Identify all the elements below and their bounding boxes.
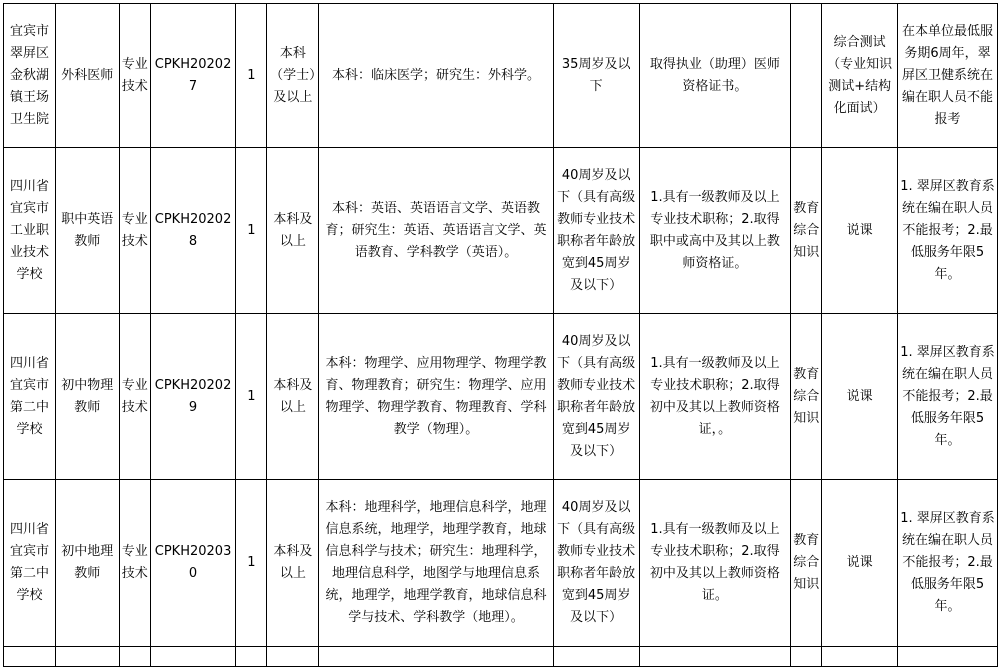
remarks-cell: 1. 翠屏区教育系统在编在职人员不能报考；2.最低服务年限5年。 <box>898 148 998 314</box>
written-exam-cell: 教育综合知识 <box>791 148 822 314</box>
empty-cell <box>267 647 319 667</box>
table-row-partial <box>4 647 998 667</box>
category-cell: 专业技术 <box>119 148 150 314</box>
education-cell: 本科及以上 <box>267 480 319 647</box>
written-exam-cell: 教育综合知识 <box>791 314 822 480</box>
recruitment-table <box>3 3 998 667</box>
code-cell: CPKH202028 <box>150 148 236 314</box>
count-cell: 1 <box>236 314 267 480</box>
unit-cell: 四川省宜宾市第二中学校 <box>4 480 56 647</box>
interview-cell: 说课 <box>822 480 898 647</box>
empty-cell <box>319 647 553 667</box>
unit-cell: 宜宾市翠屏区金秋湖镇王场卫生院 <box>4 4 56 148</box>
other-requirements-cell: 1.具有一级教师及以上专业技术职称；2.取得初中及其以上教师资格证。 <box>639 480 791 647</box>
count-cell: 1 <box>236 480 267 647</box>
remarks-cell: 1. 翠屏区教育系统在编在职人员不能报考；2.最低服务年限5年。 <box>898 480 998 647</box>
education-cell: 本科及以上 <box>267 148 319 314</box>
interview-cell: 说课 <box>822 148 898 314</box>
other-requirements-cell: 1.具有一级教师及以上专业技术职称；2.取得初中及其以上教师资格证，。 <box>639 314 791 480</box>
written-exam-cell <box>791 4 822 148</box>
age-cell: 35周岁及以下 <box>553 4 639 148</box>
age-cell: 40周岁及以下（具有高级教师专业技术职称者年龄放宽到45周岁及以下） <box>553 314 639 480</box>
interview-cell: 说课 <box>822 314 898 480</box>
education-cell: 本科及以上 <box>267 314 319 480</box>
empty-cell <box>639 647 791 667</box>
unit-cell: 四川省宜宾市第二中学校 <box>4 314 56 480</box>
category-cell: 专业技术 <box>119 480 150 647</box>
table-row <box>4 314 998 480</box>
empty-cell <box>4 647 56 667</box>
remarks-cell: 在本单位最低服务期6周年，翠屏区卫健系统在编在职人员不能报考 <box>898 4 998 148</box>
major-cell: 本科：临床医学；研究生：外科学。 <box>319 4 553 148</box>
empty-cell <box>55 647 119 667</box>
empty-cell <box>553 647 639 667</box>
count-cell: 1 <box>236 4 267 148</box>
empty-cell <box>119 647 150 667</box>
major-cell: 本科：地理科学，地理信息科学，地理信息系统，地理学，地理学教育，地球信息科学与技术；研究生：地理科学，地理信息科学，地图学与地理信息系统，地理学，地理学教育，地球信息科学与技术、学科教学（地理）。 <box>319 480 553 647</box>
code-cell: CPKH202027 <box>150 4 236 148</box>
other-requirements-cell: 取得执业（助理）医师资格证书。 <box>639 4 791 148</box>
empty-cell <box>898 647 998 667</box>
age-cell: 40周岁及以下（具有高级教师专业技术职称者年龄放宽到45周岁及以下） <box>553 148 639 314</box>
code-cell: CPKH202030 <box>150 480 236 647</box>
position-cell: 职中英语教师 <box>55 148 119 314</box>
remarks-cell: 1. 翠屏区教育系统在编在职人员不能报考；2.最低服务年限5年。 <box>898 314 998 480</box>
education-cell: 本科（学士）及以上 <box>267 4 319 148</box>
empty-cell <box>822 647 898 667</box>
empty-cell <box>791 647 822 667</box>
position-cell: 初中物理教师 <box>55 314 119 480</box>
age-cell: 40周岁及以下（具有高级教师专业技术职称者年龄放宽到45周岁及以下） <box>553 480 639 647</box>
category-cell: 专业技术 <box>119 314 150 480</box>
empty-cell <box>236 647 267 667</box>
major-cell: 本科：物理学、应用物理学、物理学教育、物理教育；研究生：物理学、应用物理学、物理学教育、物理教育、学科教学（物理）。 <box>319 314 553 480</box>
position-cell: 初中地理教师 <box>55 480 119 647</box>
code-cell: CPKH202029 <box>150 314 236 480</box>
position-cell: 外科医师 <box>55 4 119 148</box>
table-row <box>4 480 998 647</box>
category-cell: 专业技术 <box>119 4 150 148</box>
written-exam-cell: 教育综合知识 <box>791 480 822 647</box>
table-row <box>4 4 998 148</box>
other-requirements-cell: 1.具有一级教师及以上专业技术职称；2.取得职中或高中及其以上教师资格证。 <box>639 148 791 314</box>
count-cell: 1 <box>236 148 267 314</box>
major-cell: 本科：英语、英语语言文学、英语教育；研究生：英语、英语语言文学、英语教育、学科教学（英语）。 <box>319 148 553 314</box>
unit-cell: 四川省宜宾市工业职业技术学校 <box>4 148 56 314</box>
interview-cell: 综合测试（专业知识测试+结构化面试） <box>822 4 898 148</box>
table-row <box>4 148 998 314</box>
empty-cell <box>150 647 236 667</box>
